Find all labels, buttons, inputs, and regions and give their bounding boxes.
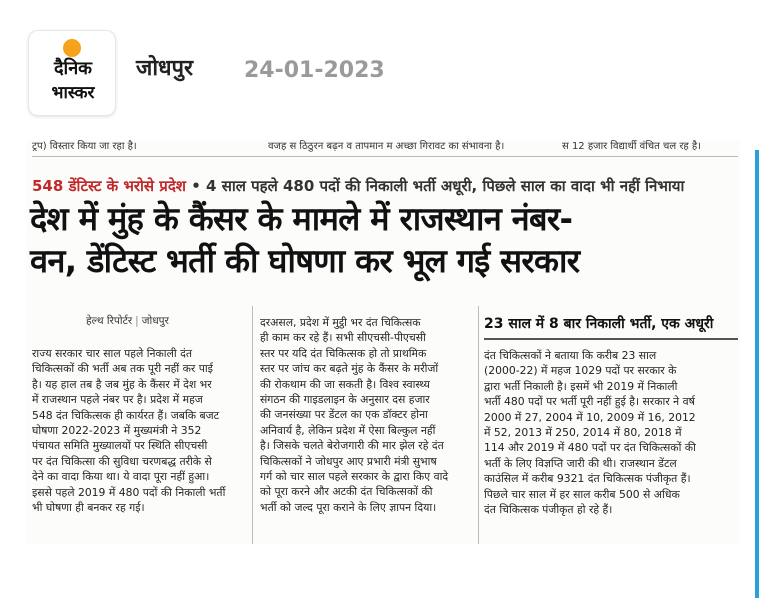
subhead-rule xyxy=(484,338,738,340)
text-line: दंत चिकित्सकों ने बताया कि करीब 23 साल xyxy=(484,349,657,362)
headline-line: देश में मुंह के कैंसर के मामले में राजस्थान नंबर- xyxy=(30,200,573,238)
text-line: देने का वादा किया था। ये वादा पूरा नहीं हुआ। xyxy=(32,470,210,484)
text-line: गर्ग को चार साल पहले सरकार के द्वारा किए वादे xyxy=(260,470,449,484)
text-line: स्तर पर जांच कर बढ़ते मुंह के कैंसर के मरीजों xyxy=(260,362,439,376)
byline xyxy=(86,314,169,328)
kicker-line xyxy=(32,176,738,196)
edition-date: 24-01-2023 xyxy=(244,58,385,83)
page-header xyxy=(0,0,759,130)
text-line: 114 और 2019 में 480 पदों पर दंत चिकित्सकों की xyxy=(484,441,696,455)
text-line: की जनसंख्या पर डेंटल का एक डॉक्टर होना xyxy=(260,408,428,422)
text-line: संगठन की गाइडलाइन के अनुसार दस हजार xyxy=(260,393,430,407)
text-line: चिकित्सकों की भर्ती अब तक पूरी नहीं कर पाई xyxy=(32,362,213,376)
text-line: दंत चिकित्सक पंजीकृत हो रहे हैं। xyxy=(484,503,613,517)
text-line: राज्य सरकार चार साल पहले निकाली दंत xyxy=(32,347,193,360)
column-3-heading: 23 साल में 8 बार निकाली भर्ती, एक अधूरी xyxy=(484,316,714,332)
newspaper-clipping xyxy=(26,140,740,544)
article-column-3 xyxy=(484,348,738,517)
strip-text-2: वजह स ठिठुरन बढ़न व तापमान म अच्छा गिरावट का संभावना है। xyxy=(268,141,505,152)
text-line: पिछले चार साल में हर साल करीब 500 से अधिक xyxy=(484,487,680,501)
text-line: ही काम कर रहे हैं। सभी सीएचसी-पीएचसी xyxy=(260,331,426,345)
byline-reporter: हेल्थ रिपोर्टर xyxy=(86,315,133,327)
text-line: काउंसिल में करीब 9321 दंत चिकित्सक पंजीकृत हैं। xyxy=(484,472,691,486)
strip-text-3: स 12 हजार विद्यार्थी वंचित चल रह है। xyxy=(562,141,701,152)
edition-city: जोधपुर xyxy=(136,56,194,81)
column-divider xyxy=(252,306,253,544)
headline-line: वन, डेंटिस्ट भर्ती की घोषणा कर भूल गई सरकार xyxy=(30,242,580,280)
divider xyxy=(32,156,738,157)
article-column-2 xyxy=(260,315,474,515)
text-line: भर्ती को जल्द पूरा कराने के लिए ज्ञापन दिया। xyxy=(260,500,437,514)
text-line: स्तर पर यदि दंत चिकित्सक हो तो प्राथमिक xyxy=(260,346,427,360)
byline-separator: | xyxy=(135,315,139,327)
kicker-red: 548 डेंटिस्ट के भरोसे प्रदेश xyxy=(32,177,186,195)
logo-text-line2: भास्कर xyxy=(51,83,95,103)
text-line: पर दंत चिकित्सा की सुविधा चरणबद्ध तरीके से xyxy=(32,454,212,468)
text-line: में 52, 2013 में 250, 2014 में 80, 2018 में xyxy=(484,426,682,440)
text-line: अनिवार्य है, लेकिन प्रदेश में ऐसा बिल्कुल नहीं xyxy=(260,423,436,437)
text-line: घोषणा 2022-2023 में मुख्यमंत्री ने 352 xyxy=(32,424,202,438)
page-edge-accent xyxy=(755,150,759,598)
text-line: है। यह हाल तब है जब मुंह के कैंसर में देश भर xyxy=(32,377,212,391)
text-line: (2000-22) में महज 1029 पदों पर सरकार के xyxy=(484,364,677,378)
previous-article-strip xyxy=(32,140,738,154)
text-line: में राजस्थान पहले नंबर पर है। प्रदेश में महज xyxy=(32,393,203,407)
text-line: की रोकथाम की जा सकती है। विश्व स्वास्थ्य xyxy=(260,377,430,391)
dainik-bhaskar-logo[interactable] xyxy=(28,30,116,116)
text-line: भर्ती 480 पदों पर भर्ती पूरी नहीं हुई है। सरकार ने वर्ष xyxy=(484,395,695,409)
text-line: द्वारा भर्ती निकाली है। इसमें भी 2019 में निकाली xyxy=(484,379,678,393)
byline-city: जोधपुर xyxy=(141,315,169,327)
text-line: दरअसल, प्रदेश में मुट्ठी भर दंत चिकित्सक xyxy=(260,316,421,329)
text-line: है। जिसके चलते बेरोजगारी की मार झेल रहे दंत xyxy=(260,439,444,453)
column-divider xyxy=(478,306,479,544)
logo-text-line1: दैनिक xyxy=(53,58,93,79)
text-line: इससे पहले 2019 में 480 पदों की निकाली भर्ती xyxy=(32,485,226,499)
text-line: 548 दंत चिकित्सक ही कार्यरत हैं। जबकि बजट xyxy=(32,408,220,422)
article-column-1 xyxy=(32,346,248,515)
text-line: चिकित्सकों ने जोधपुर आए प्रभारी मंत्री सुभाष xyxy=(260,454,437,468)
text-line: को पूरा करने और अटकी दंत चिकित्सकों की xyxy=(260,485,433,499)
text-line: भर्ती के लिए विज्ञप्ति जारी की थी। राजस्थान डेंटल xyxy=(484,456,677,470)
text-line: पंचायत समिति मुख्यालयों पर स्थिति सीएचसी xyxy=(32,439,208,453)
text-line: 2000 में 27, 2004 में 10, 2009 में 16, 2012 xyxy=(484,410,696,424)
kicker-rest: • 4 साल पहले 480 पदों की निकाली भर्ती अधूरी, पिछले साल का वादा भी नहीं निभाया xyxy=(186,177,685,195)
headline xyxy=(30,198,740,282)
sun-icon xyxy=(63,39,81,57)
strip-text-1: ट्रप) विस्तार किया जा रहा है। xyxy=(32,141,137,152)
text-line: भी घोषणा ही बनकर रह गई। xyxy=(32,501,145,515)
